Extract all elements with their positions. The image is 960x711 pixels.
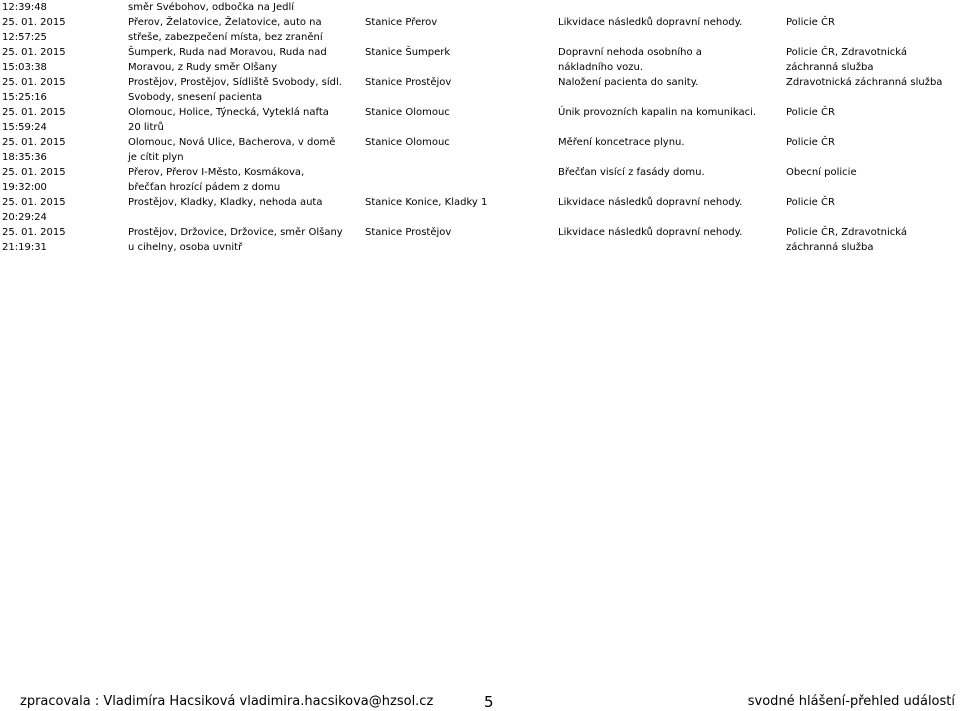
- event-place: [128, 75, 358, 105]
- event-responders: Policie ČR: [786, 107, 835, 118]
- event-place-line1: Přerov, Želatovice, Želatovice, auto na: [128, 17, 322, 28]
- event-description: Likvidace následků dopravní nehody.: [558, 17, 743, 28]
- event-place-line1: Prostějov, Prostějov, Sídliště Svobody, sídl.: [128, 77, 342, 88]
- events-table: [0, 0, 960, 255]
- event-description: Měření koncetrace plynu.: [558, 137, 685, 148]
- table-row: [0, 75, 960, 105]
- event-place-line2: Svobody, snesení pacienta: [128, 92, 263, 103]
- table-row: [0, 195, 960, 225]
- event-responders: Obecní policie: [786, 167, 857, 178]
- event-datetime: [2, 105, 112, 135]
- event-datetime: [2, 15, 112, 45]
- event-date: 25. 01. 2015: [2, 197, 66, 208]
- page-number: 5: [484, 693, 494, 711]
- event-unit: Stanice Šumperk: [365, 47, 451, 58]
- event-time: 19:32:00: [2, 182, 47, 193]
- event-time: 15:59:24: [2, 122, 47, 133]
- table-row: [0, 165, 960, 195]
- event-place-line1: Šumperk, Ruda nad Moravou, Ruda nad: [128, 47, 327, 58]
- event-unit: Stanice Prostějov: [365, 227, 452, 238]
- event-responders: Zdravotnická záchranná služba: [786, 77, 943, 88]
- event-place-line2: Moravou, z Rudy směr Olšany: [128, 62, 278, 73]
- event-responders: Policie ČR: [786, 197, 835, 208]
- event-description: Likvidace následků dopravní nehody.: [558, 197, 743, 208]
- event-place-line2: u cihelny, osoba uvnitř: [128, 242, 243, 253]
- event-datetime: [2, 75, 112, 105]
- event-place: [128, 225, 358, 255]
- event-place-line2: břečťan hrozící pádem z domu: [128, 182, 281, 193]
- table-row: [0, 15, 960, 45]
- event-place: [128, 195, 358, 210]
- event-place-line2: je cítit plyn: [128, 152, 184, 163]
- event-datetime: [2, 165, 112, 195]
- event-date: 25. 01. 2015: [2, 17, 66, 28]
- event-date: 25. 01. 2015: [2, 77, 66, 88]
- event-place: [128, 105, 358, 135]
- event-time: 12:57:25: [2, 32, 47, 43]
- event-unit: Stanice Konice, Kladky 1: [365, 197, 488, 208]
- event-datetime: [2, 195, 112, 225]
- event-time: 20:29:24: [2, 212, 47, 223]
- event-unit: Stanice Prostějov: [365, 77, 452, 88]
- page-footer: [0, 694, 960, 710]
- event-responders: Policie ČR, Zdravotnická záchranná služba: [786, 47, 907, 73]
- table-row: [0, 135, 960, 165]
- event-time: 15:03:38: [2, 62, 47, 73]
- event-unit: Stanice Olomouc: [365, 107, 450, 118]
- event-date: 25. 01. 2015: [2, 107, 66, 118]
- event-place-line1: Prostějov, Kladky, Kladky, nehoda auta: [128, 197, 323, 208]
- event-date: 25. 01. 2015: [2, 47, 66, 58]
- event-place-line1: Přerov, Přerov I-Město, Kosmákova,: [128, 167, 305, 178]
- table-row: [0, 45, 960, 75]
- event-date: 25. 01. 2015: [2, 137, 66, 148]
- event-unit: Stanice Přerov: [365, 17, 438, 28]
- event-place: [128, 165, 358, 195]
- event-time: 18:35:36: [2, 152, 47, 163]
- table-row: [0, 105, 960, 135]
- event-time: 21:19:31: [2, 242, 47, 253]
- event-date: 25. 01. 2015: [2, 167, 66, 178]
- table-row: [0, 225, 960, 255]
- event-description: Dopravní nehoda osobního a nákladního vozu.: [558, 47, 702, 73]
- event-datetime: [2, 45, 112, 75]
- event-place-line2: střeše, zabezpečení místa, bez zranění: [128, 32, 323, 43]
- event-unit: Stanice Olomouc: [365, 137, 450, 148]
- event-responders: Policie ČR: [786, 137, 835, 148]
- event-place-line1: Olomouc, Holice, Týnecká, Vyteklá nafta: [128, 107, 329, 118]
- event-datetime: [2, 135, 112, 165]
- footer-report-title: svodné hlášení-přehled událostí: [747, 694, 955, 709]
- event-place-line1: Olomouc, Nová Ulice, Bacherova, v domě: [128, 137, 336, 148]
- event-place-line1: Prostějov, Držovice, Držovice, směr Olšany: [128, 227, 343, 238]
- event-date: 25. 01. 2015: [2, 227, 66, 238]
- event-responders: Policie ČR, Zdravotnická záchranná služba: [786, 227, 907, 253]
- event-description: Naložení pacienta do sanity.: [558, 77, 699, 88]
- event-place: [128, 45, 358, 75]
- event-place: [128, 15, 358, 45]
- event-description: Likvidace následků dopravní nehody.: [558, 227, 743, 238]
- event-time: 12:39:48: [2, 2, 47, 13]
- event-place-line2: směr Svébohov, odbočka na Jedlí: [128, 2, 295, 13]
- event-responders: Policie ČR: [786, 17, 835, 28]
- event-time: 15:25:16: [2, 92, 47, 103]
- event-description: Únik provozních kapalin na komunikaci.: [558, 107, 757, 118]
- event-place-line2: 20 litrů: [128, 122, 164, 133]
- event-place: [128, 135, 358, 165]
- event-datetime: [2, 225, 112, 255]
- event-description: Břečťan visící z fasády domu.: [558, 167, 705, 178]
- table-row: [0, 0, 960, 15]
- footer-author: zpracovala : Vladimíra Hacsiková vladimira.hacsikova@hzsol.cz: [20, 694, 434, 709]
